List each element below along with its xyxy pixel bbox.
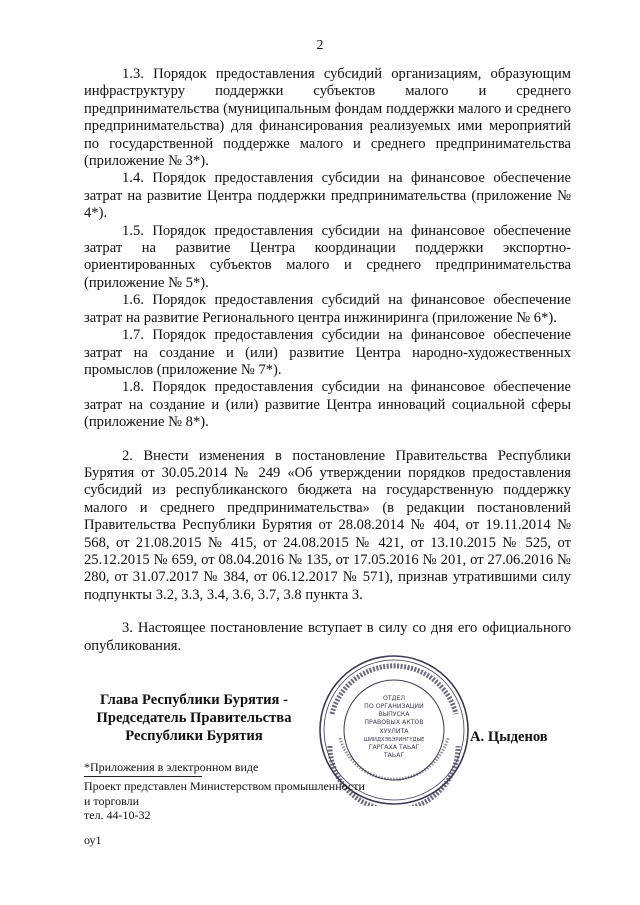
paragraph-1-8: 1.8. Порядок предоставления субсидии на финансовое обеспечение затрат на создание и (или) развитие Центра инноваций социальной сферы (приложение № 8*). [84,379,571,431]
paragraph-1-3: 1.3. Порядок предоставления субсидий организациям, образующим инфраструктуру поддержки субъектов малого и среднего предпринимательства (муниципальным фондам поддержки малого и среднего предпринимательства) для финансирования реализуемых ими мероприятий по государственной поддержке малого и среднего предпринимательства (приложение № 3*). [84,66,571,170]
seal-line-2: ПО ОРГАНИЗАЦИИ [364,703,424,710]
document-body [84,66,571,655]
appendix-note: *Приложения в электронном виде [84,760,259,774]
page-number: 2 [316,38,324,53]
seal-line-6: ШИИДХЭБЭРИНГҮДЫЕ [363,737,425,743]
seal-line-5: ХУУЛИТА [379,728,409,735]
paragraph-2: 2. Внести изменения в постановление Правительства Республики Бурятия от 30.05.2014 № 249 «Об утверждении порядков предоставления субсидий из республиканского бюджета на государственную поддержку малого и среднего предпринимательства» (в редакции постановлений Правительства Республики Бурятия от 28.08.2014 № 404, от 19.11.2014 № 568, от 21.08.2015 № 415, от 24.08.2015 № 421, от 13.10.2015 № 525, от 25.12.2015 № 659, от 08.04.2016 № 135, от 17.05.2016 № 201, от 27.06.2016 № 280, от 31.07.2017 № 384, от 06.12.2017 № 571), признав утратившими силу подпункты 3.2, 3.3, 3.4, 3.6, 3.7, 3.8 пункта 3. [84,447,571,603]
footer [84,779,414,847]
seal-line-4: ПРАВОВЫХ АКТОВ [364,719,424,726]
footer-code: оу1 [84,832,102,847]
paragraph-1-6: 1.6. Порядок предоставления субсидий на финансовое обеспечение затрат на развитие Регионального центра инжиниринга (приложение № 6*). [84,292,571,326]
signatory-title-line-3: Республики Бурятия [125,728,263,744]
paragraph-1-4: 1.4. Порядок предоставления субсидии на финансовое обеспечение затрат на развитие Центра поддержки предпринимательства (приложение № 4*). [84,170,571,222]
seal-line-8: ТАЬАГ [383,752,405,759]
signatory-title [84,691,304,745]
signatory-title-line-2: Председатель Правительства [96,710,292,726]
paragraph-3: 3. Настоящее постановление вступает в силу со дня его официального опубликования. [84,620,571,654]
footer-phone: тел. 44-10-32 [84,808,151,822]
seal-line-7: ГАРГАХА ТАЬАГ [368,744,420,751]
seal-line-1: ОТДЕЛ [382,695,406,702]
signatory-title-line-1: Глава Республики Бурятия - [100,692,288,708]
footer-divider [84,776,202,777]
footer-line-1: Проект представлен Министерством промышленности [84,779,365,793]
paragraph-1-7: 1.7. Порядок предоставления субсидии на финансовое обеспечение затрат на создание и (или) развитие Центра народно-художественных промыслов (приложение № 7*). [84,327,571,378]
paragraph-1-5: 1.5. Порядок предоставления субсидии на финансовое обеспечение затрат на развитие Центра координации поддержки экспортно-ориентированных субъектов малого и среднего предпринимательства (приложение № 5*). [84,222,571,291]
signatory-name: А. Цыденов [470,729,548,745]
footer-line-2: и торговли [84,793,140,808]
seal-line-3: ВЫПУСКА [378,711,410,718]
